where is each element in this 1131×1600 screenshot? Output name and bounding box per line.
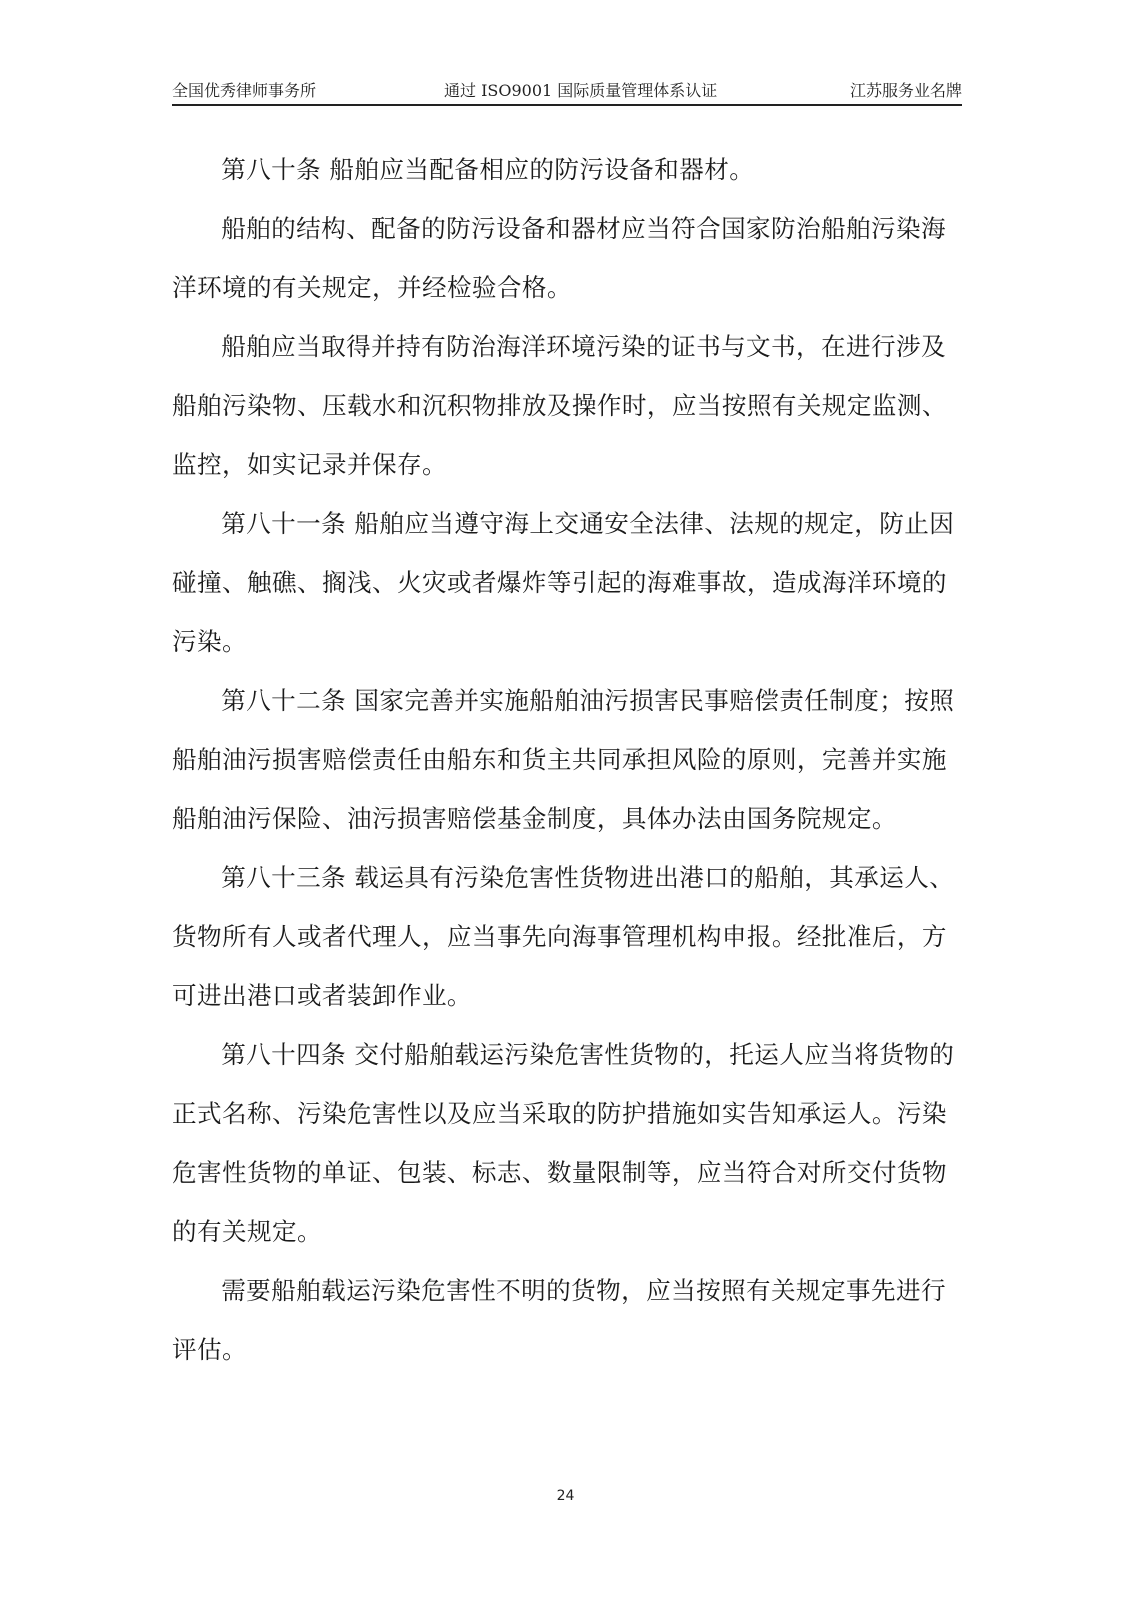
paragraph-article-83: 第八十三条 载运具有污染危害性货物进出港口的船舶，其承运人、货物所有人或者代理人，应当事先向海事管理机构申报。经批准后，方可进出港口或者装卸作业。: [172, 863, 955, 1010]
document-body: [172, 140, 967, 1379]
paragraph-article-82: 第八十二条 国家完善并实施船舶油污损害民事赔偿责任制度；按照船舶油污损害赔偿责任由船东和货主共同承担风险的原则，完善并实施船舶油污保险、油污损害赔偿基金制度，具体办法由国务院规定。: [172, 686, 955, 833]
paragraph-article-80-structure: 船舶的结构、配备的防污设备和器材应当符合国家防治船舶污染海洋环境的有关规定，并经检验合格。: [172, 214, 947, 302]
header-right-text: 江苏服务业名牌: [849, 81, 962, 100]
paragraph-article-81: 第八十一条 船舶应当遵守海上交通安全法律、法规的规定，防止因碰撞、触礁、搁浅、火灾或者爆炸等引起的海难事故，造成海洋环境的污染。: [172, 509, 955, 656]
header-divider: [172, 104, 962, 106]
header-left-text: 全国优秀律师事务所: [172, 81, 317, 100]
paragraph-article-84-assessment: 需要船舶载运污染危害性不明的货物，应当按照有关规定事先进行评估。: [172, 1276, 947, 1364]
paragraph-article-84: 第八十四条 交付船舶载运污染危害性货物的，托运人应当将货物的正式名称、污染危害性以及应当采取的防护措施如实告知承运人。污染危害性货物的单证、包装、标志、数量限制等，应当符合对所交付货物的有关规定。: [172, 1040, 955, 1246]
paragraph-article-80: 第八十条 船舶应当配备相应的防污设备和器材。: [221, 155, 755, 184]
page-number: 24: [556, 1488, 575, 1504]
paragraph-article-80-certificates: 船舶应当取得并持有防治海洋环境污染的证书与文书，在进行涉及船舶污染物、压载水和沉积物排放及操作时，应当按照有关规定监测、监控，如实记录并保存。: [172, 332, 947, 479]
page-header: [172, 78, 962, 104]
header-center-text: 通过 ISO9001 国际质量管理体系认证: [444, 81, 718, 100]
